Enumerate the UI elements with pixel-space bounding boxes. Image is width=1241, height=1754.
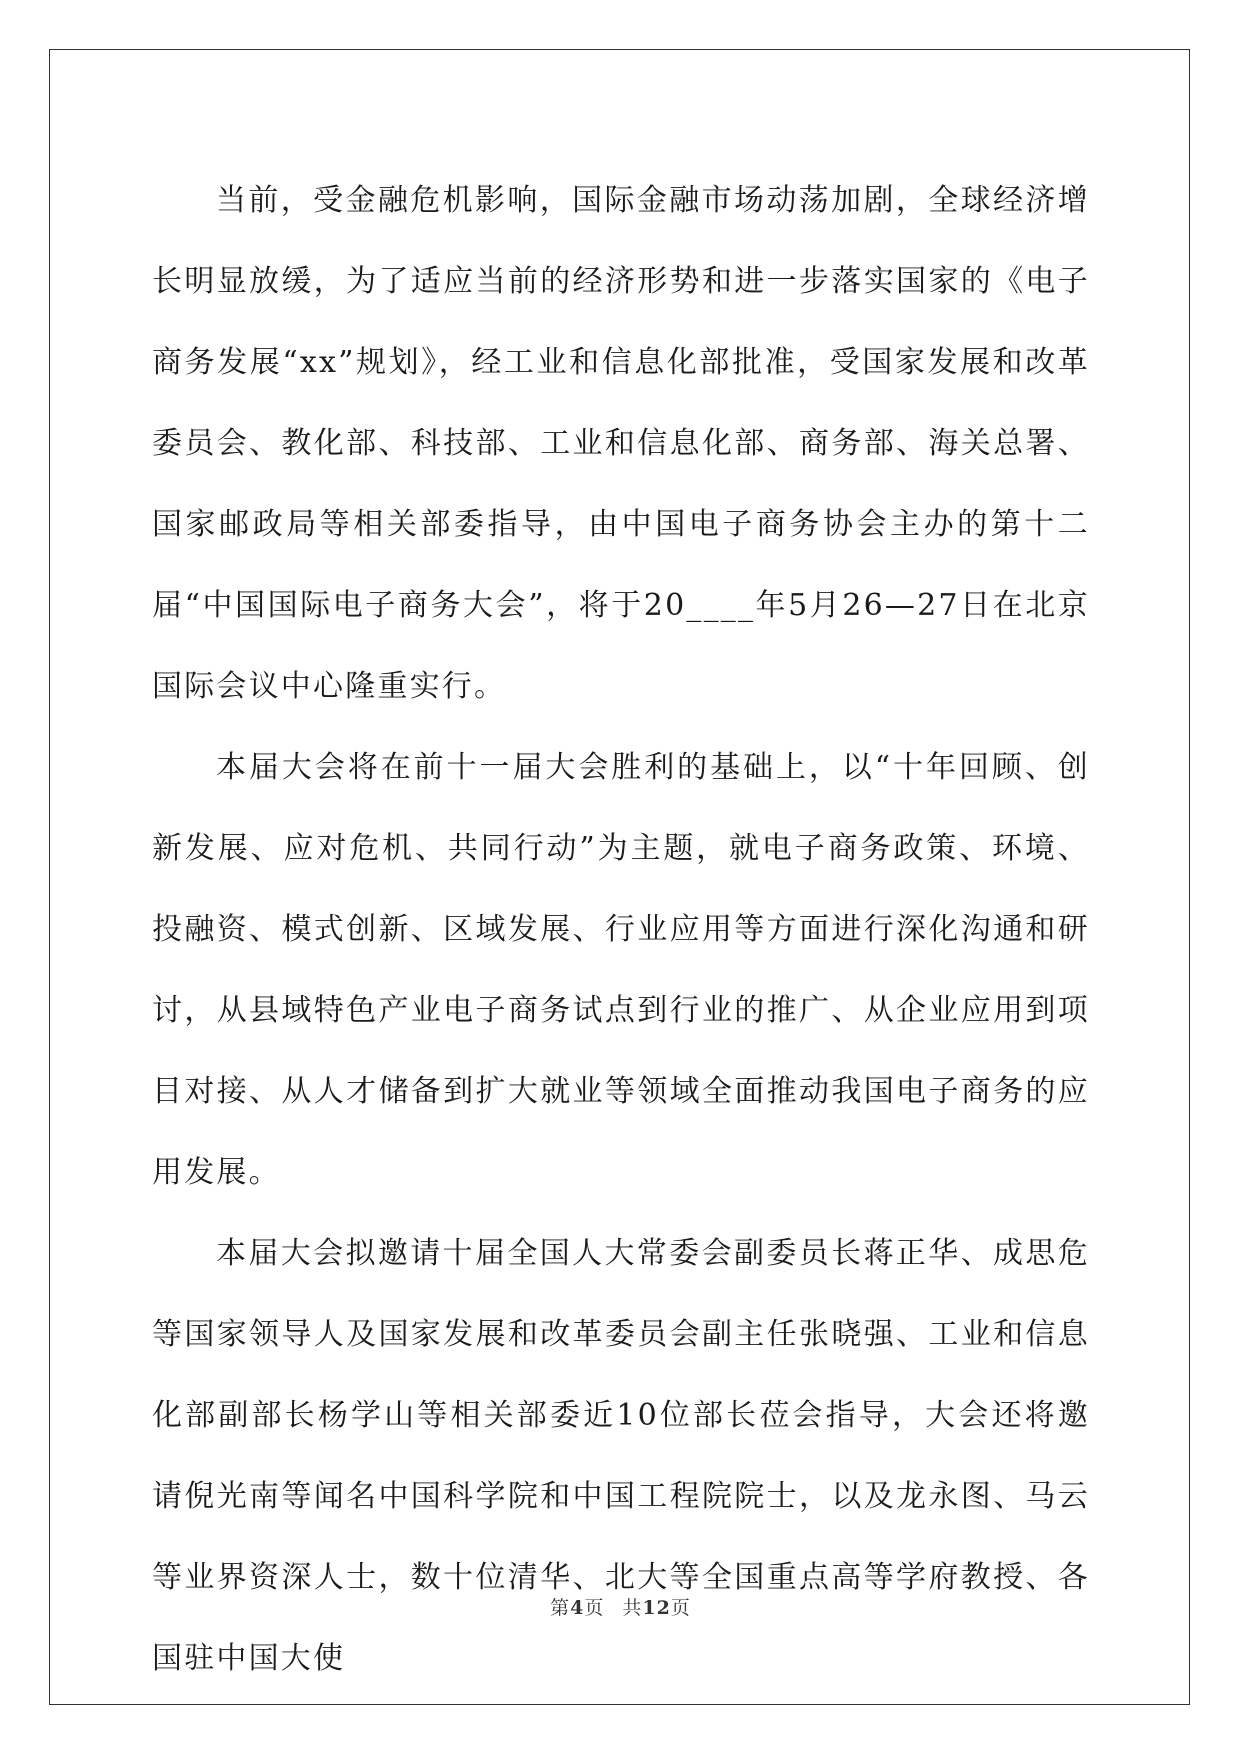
total-pages-number: 12 <box>642 1597 671 1619</box>
paragraph-2: 本届大会将在前十一届大会胜利的基础上，以“十年回顾、创新发展、应对危机、共同行动”为主题，就电子商务政策、环境、投融资、模式创新、区域发展、行业应用等方面进行深化沟通和研讨，从县域特色产业电子商务试点到行业的推广、从企业应用到项目对接、从人才储备到扩大就业等领域全面推动我国电子商务的应用发展。 <box>152 750 1090 1190</box>
page-number-prefix: 第 <box>550 1597 571 1619</box>
page-footer <box>0 1593 1241 1620</box>
paragraph-1: 当前，受金融危机影响，国际金融市场动荡加剧，全球经济增长明显放缓，为了适应当前的经济形势和进一步落实国家的《电子商务发展“xx”规划》，经工业和信息化部批准，受国家发展和改革委员会、教化部、科技部、工业和信息化部、商务部、海关总署、国家邮政局等相关部委指导，由中国电子商务协会主办的第十二届“中国国际电子商务大会”，将于20____年5月26—27日在北京国际会议中心隆重实行。 <box>152 183 1090 704</box>
paragraph-3: 本届大会拟邀请十届全国人大常委会副委员长蒋正华、成思危等国家领导人及国家发展和改革委员会副主任张晓强、工业和信息化部副部长杨学山等相关部委近10位部长莅会指导，大会还将邀请倪光南等闻名中国科学院和中国工程院院士，以及龙永图、马云等业界资深人士，数十位清华、北大等全国重点高等学府教授、各国驻中国大使 <box>152 1236 1090 1676</box>
page-number-suffix: 页 <box>584 1597 605 1619</box>
total-pages-prefix: 共 <box>622 1597 643 1619</box>
current-page-number: 4 <box>570 1597 585 1619</box>
document-body <box>152 160 1090 1699</box>
total-pages-suffix: 页 <box>670 1597 691 1619</box>
